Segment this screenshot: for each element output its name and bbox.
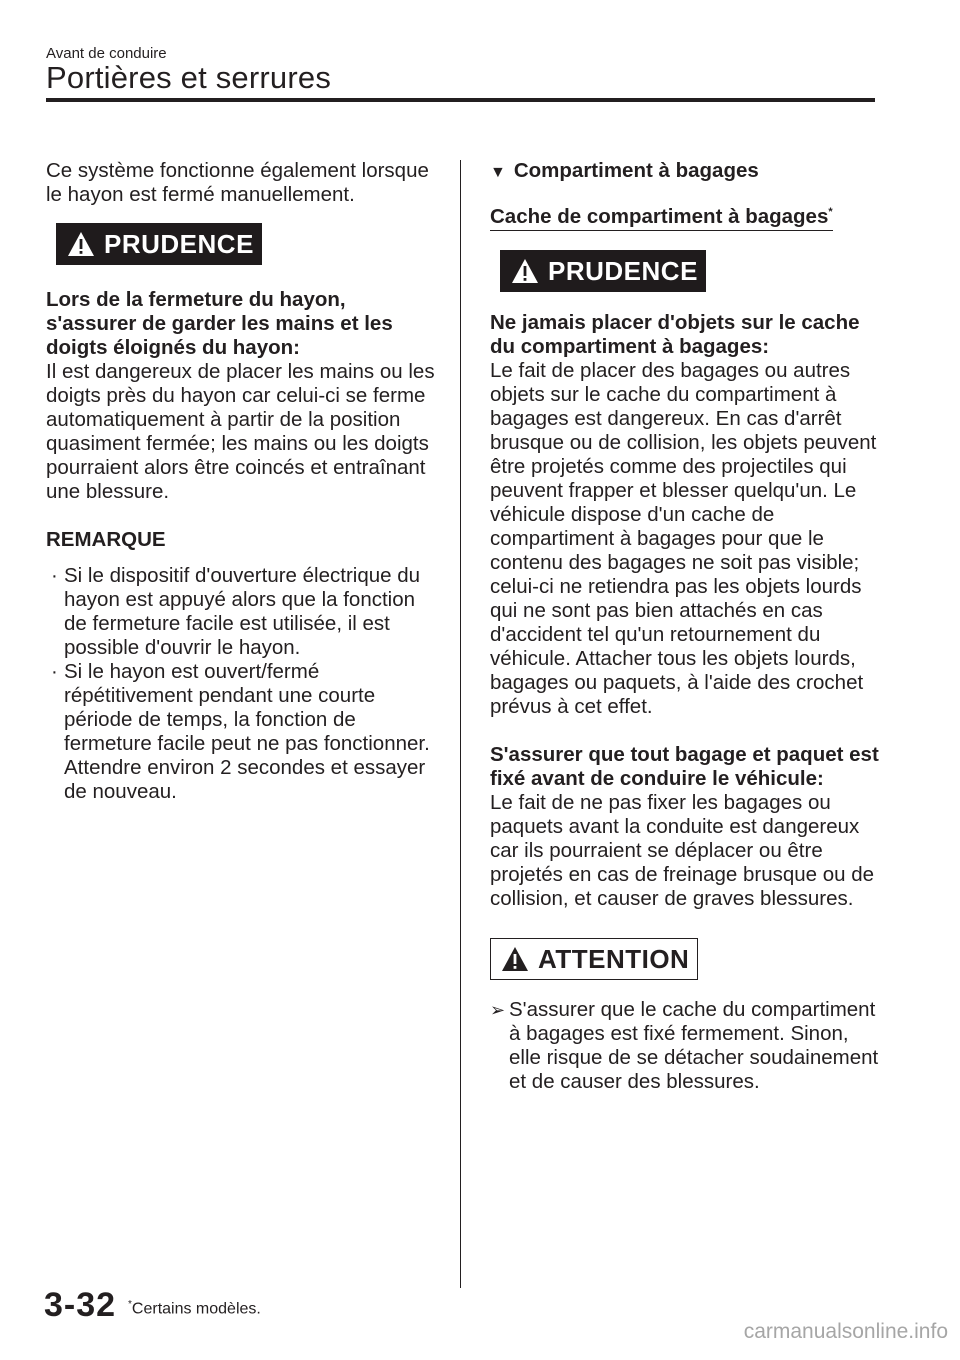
caution-badge: [56, 223, 262, 265]
caution-badge-label: PRUDENCE: [548, 255, 698, 286]
attention-badge-label: ATTENTION: [538, 943, 690, 974]
column-divider: [460, 160, 461, 1288]
remarque-list: [46, 564, 436, 804]
remarque-item: · Si le hayon est ouvert/fermé répétitivement pendant une courte période de temps, la fonction de fermeture facile peut ne pas fonctionner. Attendre environ 2 secondes et essayer de nouveau.: [46, 660, 436, 804]
running-header-title: Portières et serrures: [46, 60, 332, 95]
attention-badge: [490, 938, 698, 980]
attention-item: [490, 998, 880, 1094]
section-title: Compartiment à bagages: [513, 159, 759, 182]
page-number: 3-32: [44, 1286, 117, 1324]
caution-body: Il est dangereux de placer les mains ou les doigts près du hayon car celui-ci se ferme automatiquement à partir de la position quasiment fermée; les mains ou les doigts pourraient alors être coincés et entraînant une blessure.: [46, 360, 435, 503]
caution-block-cover: [500, 250, 880, 292]
header-rule: [46, 98, 875, 102]
caution1-heading: Ne jamais placer d'objets sur le cache du compartiment à bagages:: [490, 310, 860, 358]
subsection-title-text: Cache de compartiment à bagages: [490, 204, 829, 228]
section-heading: [490, 159, 880, 185]
warning-triangle-icon: [511, 258, 539, 284]
caution-block-tailgate: [56, 223, 436, 265]
section-marker-icon: ▼: [490, 164, 506, 181]
running-header-section: Avant de conduire: [46, 45, 167, 62]
caution-badge: [500, 250, 706, 292]
footnote: [128, 1299, 261, 1318]
caution-badge-label: PRUDENCE: [104, 229, 254, 259]
caution2-heading: S'assurer que tout bagage et paquet est fixé avant de conduire le véhicule:: [490, 742, 879, 790]
attention-item-text: S'assurer que le cache du compartiment à bagages est fixé fermement. Sinon, elle risque de se détacher soudainement et de causer des blessures.: [509, 997, 879, 1093]
caution2-body: Le fait de ne pas fixer les bagages ou paquets avant la conduite est dangereux car ils pourraient se déplacer ou être projetés en cas de freinage brusque ou de collision, et causer de graves blessures.: [490, 790, 875, 910]
remarque-label: REMARQUE: [46, 528, 166, 551]
right-column: [490, 159, 880, 1094]
intro-paragraph: Ce système fonctionne également lorsque le hayon est fermé manuellement.: [46, 159, 429, 206]
subsection-mark: *: [828, 206, 833, 218]
warning-triangle-icon: [501, 946, 529, 972]
warning-triangle-icon: [67, 231, 95, 257]
attention-block: [490, 938, 880, 980]
footnote-text: Certains modèles.: [131, 1300, 261, 1318]
caution-heading: Lors de la fermeture du hayon, s'assurer de garder les mains et les doigts éloignés du hayon:: [46, 288, 393, 359]
left-column: [46, 159, 436, 804]
caution1-body: Le fait de placer des bagages ou autres objets sur le cache du compartiment à bagages est dangereux. En cas d'arrêt brusque ou de collision, les objets peuvent être projetés comme des projectiles qui peuvent frapper et blesser quelqu'un. Le véhicule dispose d'un cache de compartiment à bagages pour que le contenu des bagages ne soit pas visible; celui-ci ne retiendra pas les objets lourds qui ne sont pas bien attachés en cas d'accident tel qu'un retournement du véhicule. Attacher tous les objets lourds, bagages ou paquets, à l'aide des crochet prévus à cet effet.: [490, 358, 877, 718]
footnote-mark: *: [128, 1299, 132, 1310]
arrow-bullet-icon: ➢: [490, 999, 506, 1020]
watermark: carmanualsonline.info: [743, 1320, 948, 1343]
subsection-title: [490, 200, 833, 231]
subsection-heading: [490, 200, 880, 231]
remarque-item: · Si le dispositif d'ouverture électrique du hayon est appuyé alors que la fonction de fermeture facile est utilisée, il est possible d'ouvrir le hayon.: [46, 564, 436, 660]
